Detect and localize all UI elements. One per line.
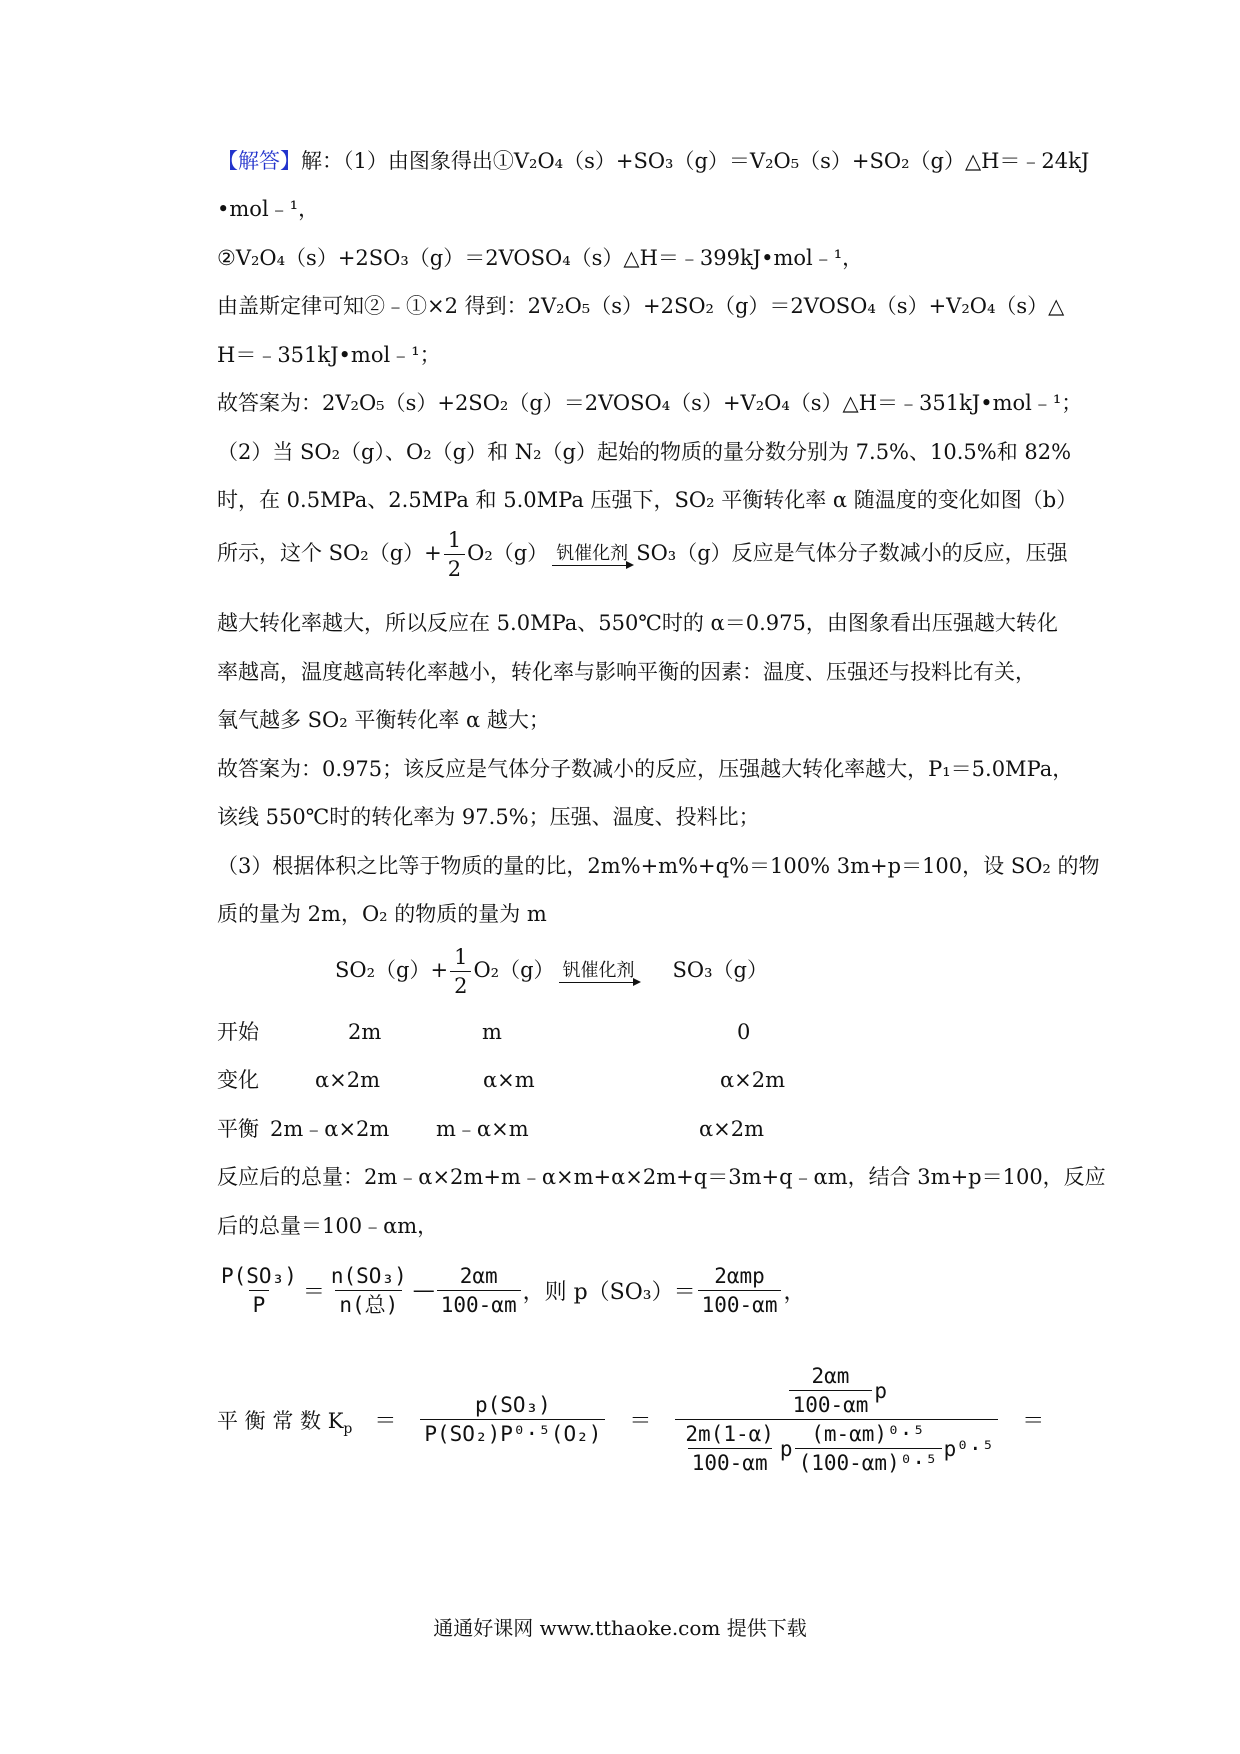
text-line-9: 所示，这个 SO₂（g）+ $\frac{1}{2}$ O₂（g） 钒催化剂 SO₃（g）反应是气体分子数减小的反应，压强	[217, 528, 1068, 581]
fraction-kp-definition: $\frac{\text{p(SO₃)}}{\text{P(SO₂)P⁰·⁵(O₂)}}$	[420, 1391, 605, 1448]
table-row-equilibrium-a: 2m﹣α×2m	[270, 1117, 390, 1141]
kp-equation: 平 衡 常 数 $K_p$ ＝ $\frac{\text{p(SO₃)}}{\text{P(SO₂)P⁰·⁵(O₂)}}$ ＝ $\frac{2\alpha m}{100-\alpha m}$ p $\frac{2m(1-\alpha)}{100-\alpha m}$ p $\frac{\text{(m-αm)⁰·⁵}}{\text{(100-αm)⁰·⁵}}$ p⁰·⁵ ＝	[217, 1364, 1045, 1475]
text-line-13: 故答案为：0.975；该反应是气体分子数减小的反应，压强越大转化率越大，P₁＝5.0MPa，	[217, 757, 1074, 781]
text-line-14: 该线 550℃时的转化率为 97.5%；压强、温度、投料比；	[217, 805, 760, 829]
table-row-start-c: 0	[737, 1020, 751, 1044]
fraction-n-so3-over-n-total: $\frac{\text{n(SO₃)}}{\text{n(总)}}$	[330, 1264, 407, 1317]
text-line-2: •mol﹣¹，	[217, 197, 320, 221]
text-line-21: 反应后的总量：2m﹣α×2m+m﹣α×m+α×2m+q＝3m+q﹣αm，结合 3m+p＝100，反应	[217, 1165, 1106, 1189]
table-row-equilibrium-b: m﹣α×m	[436, 1117, 529, 1141]
text-line-11: 率越高，温度越高转化率越小，转化率与影响平衡的因素：温度、压强还与投料比有关，	[217, 660, 1036, 684]
fraction-kp-substituted: $\frac{2\alpha m}{100-\alpha m}$ p $\frac{2m(1-\alpha)}{100-\alpha m}$ p $\frac{\text{(m-αm)⁰·⁵}}{\text{(100-αm)⁰·⁵}}$ p⁰·⁵	[675, 1362, 998, 1477]
table-row-change-c: α×2m	[720, 1068, 786, 1092]
table-row-start-a: 2m	[348, 1020, 382, 1044]
table-row-change-a: α×2m	[315, 1068, 381, 1092]
fraction-one-half: $\frac{1}{2}$	[444, 526, 465, 583]
table-row-equilibrium-c: α×2m	[699, 1117, 765, 1141]
fraction-2am-over-100-am: $\frac{2\alpha m}{100-\alpha m}$	[437, 1262, 521, 1319]
page-footer: 通通好课网 www.tthaoke.com 提供下载	[433, 1616, 807, 1640]
text-line-3: ②V₂O₄（s）+2SO₃（g）＝2VOSO₄（s）△H＝﹣399kJ•mol﹣¹，	[217, 246, 864, 270]
catalyst-arrow: 钒催化剂	[552, 543, 632, 566]
fraction-2amp-over-100-am: $\frac{\text{2αmp}}{100-\alpha m}$	[698, 1262, 782, 1319]
fraction-p-so3-over-p: $\frac{\text{P(SO₃)}}{P}$	[221, 1264, 297, 1317]
text-line-4: 由盖斯定律可知②﹣①×2 得到：2V₂O₅（s）+2SO₂（g）＝2VOSO₄（s）+V₂O₄（s）△	[217, 294, 1065, 318]
text-line-12: 氧气越多 SO₂ 平衡转化率 α 越大；	[217, 708, 550, 732]
reaction-equation: SO₂（g）+ $\frac{1}{2}$ O₂（g） 钒催化剂 SO₃（g）	[335, 945, 768, 998]
table-row-equilibrium-label: 平衡	[217, 1117, 259, 1141]
text-line-1: 【解答】解：（1）由图象得出①V₂O₄（s）+SO₃（g）＝V₂O₅（s）+SO₂（g）△H＝﹣24kJ	[217, 149, 1090, 173]
pressure-fraction-equation: $\frac{\text{P(SO₃)}}{P}$ ＝ $\frac{\text{n(SO₃)}}{\text{n(总)}}$ — $\frac{2\alpha m}{100-\alpha m}$ ，则 p（SO₃）＝ $\frac{\text{2αmp}}{100-\alpha m}$ ，	[215, 1262, 805, 1319]
table-row-start-label: 开始	[217, 1020, 259, 1044]
table-row-change-label: 变化	[217, 1068, 259, 1092]
catalyst-arrow: 钒催化剂	[559, 960, 639, 983]
fraction-one-half: $\frac{1}{2}$	[450, 943, 471, 1000]
text-line-6: 故答案为：2V₂O₅（s）+2SO₂（g）＝2VOSO₄（s）+V₂O₄（s）△H＝﹣351kJ•mol﹣¹；	[217, 391, 1083, 415]
text-line-10: 越大转化率越大，所以反应在 5.0MPa、550℃时的 α＝0.975，由图象看出压强越大转化	[217, 611, 1058, 635]
text-line-22: 后的总量＝100﹣αm，	[217, 1214, 439, 1238]
text-line-8: 时，在 0.5MPa、2.5MPa 和 5.0MPa 压强下，SO₂ 平衡转化率 α 随温度的变化如图（b）	[217, 488, 1078, 512]
text-line-7: （2）当 SO₂（g）、O₂（g）和 N₂（g）起始的物质的量分数分别为 7.5%、10.5%和 82%	[217, 440, 1072, 464]
text-line-5: H＝﹣351kJ•mol﹣¹；	[217, 343, 441, 367]
table-row-change-b: α×m	[483, 1068, 535, 1092]
text-line-16: 质的量为 2m，O₂ 的物质的量为 m	[217, 902, 547, 926]
answer-tag: 【解答】	[217, 149, 301, 173]
text-line-15: （3）根据体积之比等于物质的量的比，2m%+m%+q%＝100% 3m+p＝100，设 SO₂ 的物	[217, 854, 1100, 878]
table-row-start-b: m	[482, 1020, 502, 1044]
